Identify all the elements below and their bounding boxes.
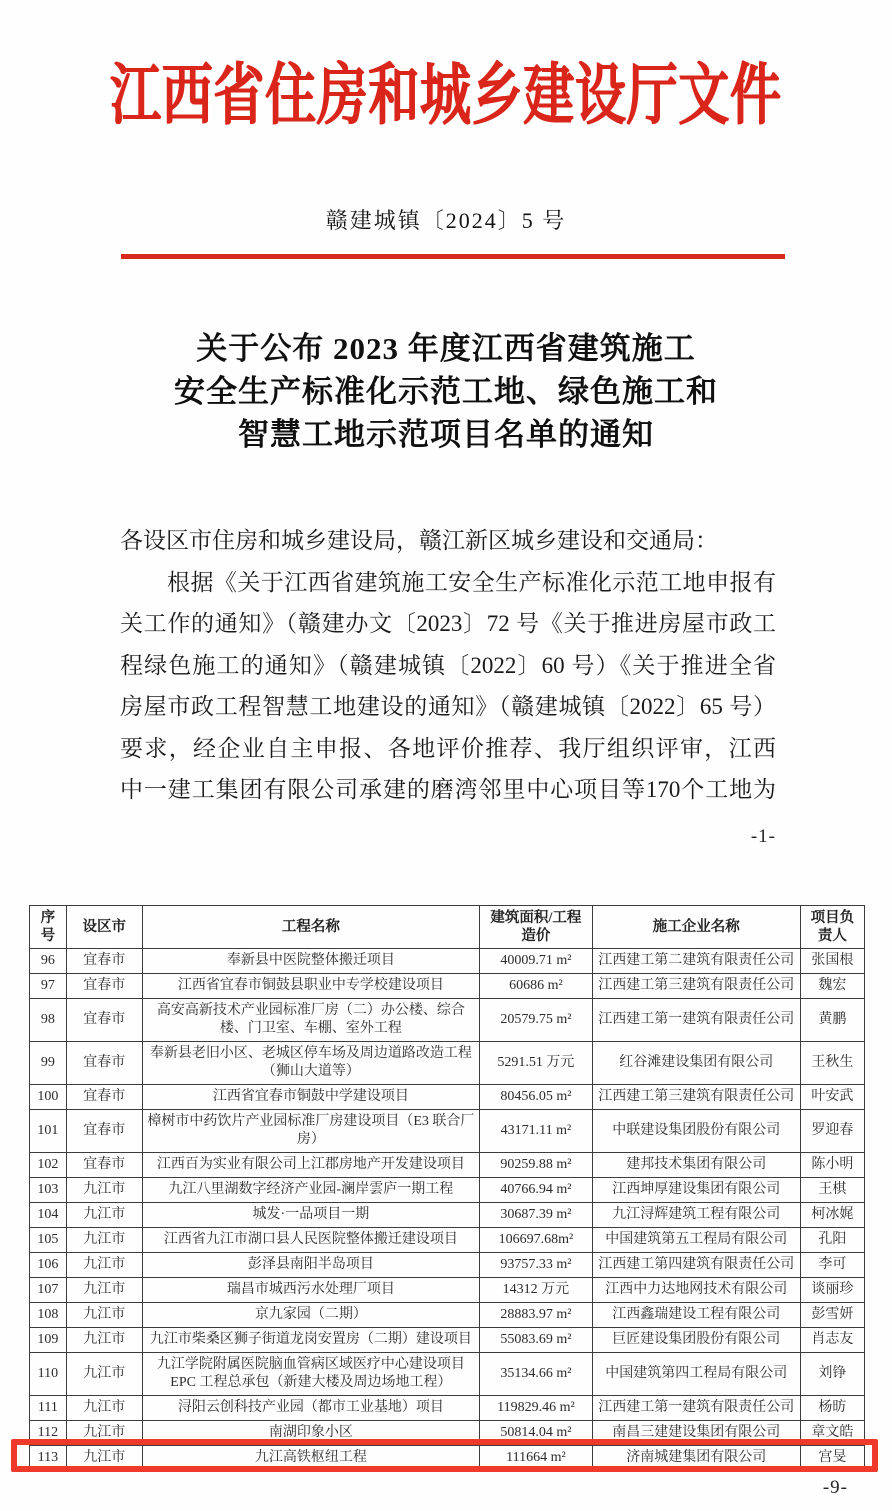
cell-manager: 刘铮	[800, 1353, 864, 1396]
red-divider-line	[121, 254, 785, 259]
table-row	[30, 1228, 865, 1253]
projects-table-wrap	[29, 905, 865, 1471]
cell-project: 奉新县老旧小区、老城区停车场及周边道路改造工程（狮山大道等）	[142, 1042, 479, 1085]
cell-no: 97	[30, 974, 67, 999]
cell-city: 宜春市	[66, 1042, 142, 1085]
doc-title-line: 关于公布 2023 年度江西省建筑施工	[196, 331, 696, 366]
cell-project: 高安高新技术产业园标准厂房（二）办公楼、综合楼、门卫室、车棚、室外工程	[142, 999, 479, 1042]
cell-manager: 王秋生	[800, 1042, 864, 1085]
cell-area: 111664 m²	[480, 1446, 593, 1471]
column-header: 设区市	[66, 906, 142, 949]
cell-area: 40766.94 m²	[480, 1178, 593, 1203]
cell-project: 奉新县中医院整体搬迁项目	[142, 949, 479, 974]
table-row	[30, 1303, 865, 1328]
cell-city: 九江市	[66, 1203, 142, 1228]
table-body	[30, 949, 865, 1471]
cell-no: 112	[30, 1421, 67, 1446]
cell-area: 106697.68m²	[480, 1228, 593, 1253]
projects-table	[29, 905, 865, 1471]
letterhead	[0, 28, 892, 150]
cell-manager: 陈小明	[800, 1153, 864, 1178]
table-row	[30, 1396, 865, 1421]
table-row	[30, 1153, 865, 1178]
cell-no: 108	[30, 1303, 67, 1328]
table-row	[30, 1421, 865, 1446]
cell-area: 50814.04 m²	[480, 1421, 593, 1446]
cell-company: 巨匠建设集团股份有限公司	[592, 1328, 800, 1353]
table-row	[30, 949, 865, 974]
cell-city: 九江市	[66, 1228, 142, 1253]
cell-manager: 王棋	[800, 1178, 864, 1203]
cell-area: 5291.51 万元	[480, 1042, 593, 1085]
column-header: 序号	[30, 906, 67, 949]
cell-manager: 肖志友	[800, 1328, 864, 1353]
cell-manager: 杨昉	[800, 1396, 864, 1421]
cell-area: 80456.05 m²	[480, 1085, 593, 1110]
table-row	[30, 1278, 865, 1303]
cell-manager: 彭雪妍	[800, 1303, 864, 1328]
table-header-row	[30, 906, 865, 949]
cell-area: 28883.97 m²	[480, 1303, 593, 1328]
cell-manager: 魏宏	[800, 974, 864, 999]
cell-company: 红谷滩建设集团有限公司	[592, 1042, 800, 1085]
cell-project: 九江市柴桑区狮子街道龙岗安置房（二期）建设项目	[142, 1328, 479, 1353]
cell-manager: 黄鹏	[800, 999, 864, 1042]
body-line: 根据《关于江西省建筑施工安全生产标准化示范工地申报有	[167, 569, 776, 595]
doc-title	[0, 327, 892, 456]
table-row	[30, 974, 865, 999]
cell-project: 京九家园（二期）	[142, 1303, 479, 1328]
cell-city: 宜春市	[66, 1153, 142, 1178]
cell-project: 九江学院附属医院脑血管病区域医疗中心建设项目 EPC 工程总承包（新建大楼及周边场地工程）	[142, 1353, 479, 1396]
cell-project: 南湖印象小区	[142, 1421, 479, 1446]
body-line: 各设区市住房和城乡建设局，赣江新区城乡建设和交通局：	[120, 528, 718, 553]
cell-no: 101	[30, 1110, 67, 1153]
cell-no: 110	[30, 1353, 67, 1396]
cell-project: 浔阳云创科技产业园（都市工业基地）项目	[142, 1396, 479, 1421]
cell-company: 中国建筑第五工程局有限公司	[592, 1228, 800, 1253]
cell-project: 江西省宜春市铜鼓县职业中专学校建设项目	[142, 974, 479, 999]
cell-no: 96	[30, 949, 67, 974]
cell-company: 江西建工第二建筑有限责任公司	[592, 949, 800, 974]
cell-no: 105	[30, 1228, 67, 1253]
cell-project: 江西省宜春市铜鼓中学建设项目	[142, 1085, 479, 1110]
body-line: 程绿色施工的通知》（赣建城镇〔2022〕60 号）《关于推进全省	[120, 652, 776, 678]
cell-area: 55083.69 m²	[480, 1328, 593, 1353]
cell-manager: 张国根	[800, 949, 864, 974]
cell-no: 99	[30, 1042, 67, 1085]
body-line: 房屋市政工程智慧工地建设的通知》（赣建城镇〔2022〕65 号）	[120, 694, 776, 719]
body-text	[120, 520, 776, 811]
cell-company: 江西坤厚建设集团有限公司	[592, 1178, 800, 1203]
cell-area: 30687.39 m²	[480, 1203, 593, 1228]
cell-project: 九江高铁枢纽工程	[142, 1446, 479, 1471]
column-header: 施工企业名称	[592, 906, 800, 949]
cell-area: 90259.88 m²	[480, 1153, 593, 1178]
cell-company: 南昌三建建设集团有限公司	[592, 1421, 800, 1446]
cell-manager: 章文皓	[800, 1421, 864, 1446]
cell-city: 宜春市	[66, 999, 142, 1042]
cell-company: 中联建设集团股份有限公司	[592, 1110, 800, 1153]
table-row	[30, 1353, 865, 1396]
table-row	[30, 1446, 865, 1471]
cell-area: 35134.66 m²	[480, 1353, 593, 1396]
cell-city: 宜春市	[66, 1110, 142, 1153]
cell-project: 樟树市中药饮片产业园标准厂房建设项目（E3 联合厂房）	[142, 1110, 479, 1153]
cell-manager: 罗迎春	[800, 1110, 864, 1153]
table-row	[30, 999, 865, 1042]
table-row	[30, 1203, 865, 1228]
cell-company: 江西建工第三建筑有限责任公司	[592, 974, 800, 999]
cell-city: 九江市	[66, 1278, 142, 1303]
cell-city: 九江市	[66, 1253, 142, 1278]
cell-company: 江西鑫瑞建设工程有限公司	[592, 1303, 800, 1328]
cell-city: 九江市	[66, 1421, 142, 1446]
table-row	[30, 1328, 865, 1353]
body-line: 关工作的通知》（赣建办文〔2023〕72 号《关于推进房屋市政工	[120, 611, 776, 636]
cell-company: 江西中力达地网技术有限公司	[592, 1278, 800, 1303]
cell-no: 102	[30, 1153, 67, 1178]
cell-city: 九江市	[66, 1353, 142, 1396]
cell-no: 103	[30, 1178, 67, 1203]
cell-area: 93757.33 m²	[480, 1253, 593, 1278]
doc-number: 赣建城镇〔2024〕5 号	[325, 208, 567, 233]
cell-manager: 柯冰娓	[800, 1203, 864, 1228]
cell-area: 40009.71 m²	[480, 949, 593, 974]
page-number-bottom: -9-	[822, 1477, 848, 1498]
cell-no: 106	[30, 1253, 67, 1278]
column-header: 建筑面积/工程造价	[480, 906, 593, 949]
letterhead-title: 江西省住房和城乡建设厅文件	[110, 59, 782, 133]
cell-no: 100	[30, 1085, 67, 1110]
cell-company: 江西建工第一建筑有限责任公司	[592, 1396, 800, 1421]
cell-no: 98	[30, 999, 67, 1042]
cell-project: 江西百为实业有限公司上江郡房地产开发建设项目	[142, 1153, 479, 1178]
page-number-top: -1-	[750, 826, 776, 847]
column-header: 工程名称	[142, 906, 479, 949]
cell-no: 111	[30, 1396, 67, 1421]
cell-project: 九江八里湖数字经济产业园-澜岸雲庐一期工程	[142, 1178, 479, 1203]
cell-company: 济南城建集团有限公司	[592, 1446, 800, 1471]
cell-area: 43171.11 m²	[480, 1110, 593, 1153]
cell-no: 107	[30, 1278, 67, 1303]
cell-area: 119829.46 m²	[480, 1396, 593, 1421]
cell-city: 九江市	[66, 1303, 142, 1328]
cell-project: 江西省九江市湖口县人民医院整体搬迁建设项目	[142, 1228, 479, 1253]
table-row	[30, 1110, 865, 1153]
cell-area: 20579.75 m²	[480, 999, 593, 1042]
cell-project: 瑞昌市城西污水处理厂项目	[142, 1278, 479, 1303]
cell-company: 建邦技术集团有限公司	[592, 1153, 800, 1178]
cell-company: 九江浔辉建筑工程有限公司	[592, 1203, 800, 1228]
table-row	[30, 1085, 865, 1110]
column-header: 项目负责人	[800, 906, 864, 949]
cell-manager: 李可	[800, 1253, 864, 1278]
body-line: 要求，经企业自主申报、各地评价推荐、我厅组织评审，江西	[120, 735, 776, 761]
cell-city: 九江市	[66, 1178, 142, 1203]
cell-company: 江西建工第一建筑有限责任公司	[592, 999, 800, 1042]
cell-company: 江西建工第三建筑有限责任公司	[592, 1085, 800, 1110]
body-line: 中一建工集团有限公司承建的磨湾邻里中心项目等170个工地为	[120, 777, 776, 802]
cell-no: 104	[30, 1203, 67, 1228]
table-row	[30, 1042, 865, 1085]
cell-no: 109	[30, 1328, 67, 1353]
cell-company: 中国建筑第四工程局有限公司	[592, 1353, 800, 1396]
cell-city: 九江市	[66, 1396, 142, 1421]
cell-project: 城发·一品项目一期	[142, 1203, 479, 1228]
cell-area: 14312 万元	[480, 1278, 593, 1303]
cell-manager: 宫旻	[800, 1446, 864, 1471]
cell-city: 宜春市	[66, 974, 142, 999]
table-row	[30, 1178, 865, 1203]
cell-no: 113	[30, 1446, 67, 1471]
cell-area: 60686 m²	[480, 974, 593, 999]
doc-title-line: 智慧工地示范项目名单的通知	[238, 417, 654, 452]
doc-title-line: 安全生产标准化示范工地、绿色施工和	[174, 374, 718, 409]
cell-city: 宜春市	[66, 949, 142, 974]
cell-manager: 孔阳	[800, 1228, 864, 1253]
cell-city: 宜春市	[66, 1085, 142, 1110]
cell-project: 彭泽县南阳半岛项目	[142, 1253, 479, 1278]
cell-city: 九江市	[66, 1446, 142, 1471]
cell-city: 九江市	[66, 1328, 142, 1353]
cell-manager: 谈丽珍	[800, 1278, 864, 1303]
cell-manager: 叶安武	[800, 1085, 864, 1110]
cell-company: 江西建工第四建筑有限责任公司	[592, 1253, 800, 1278]
table-row	[30, 1253, 865, 1278]
